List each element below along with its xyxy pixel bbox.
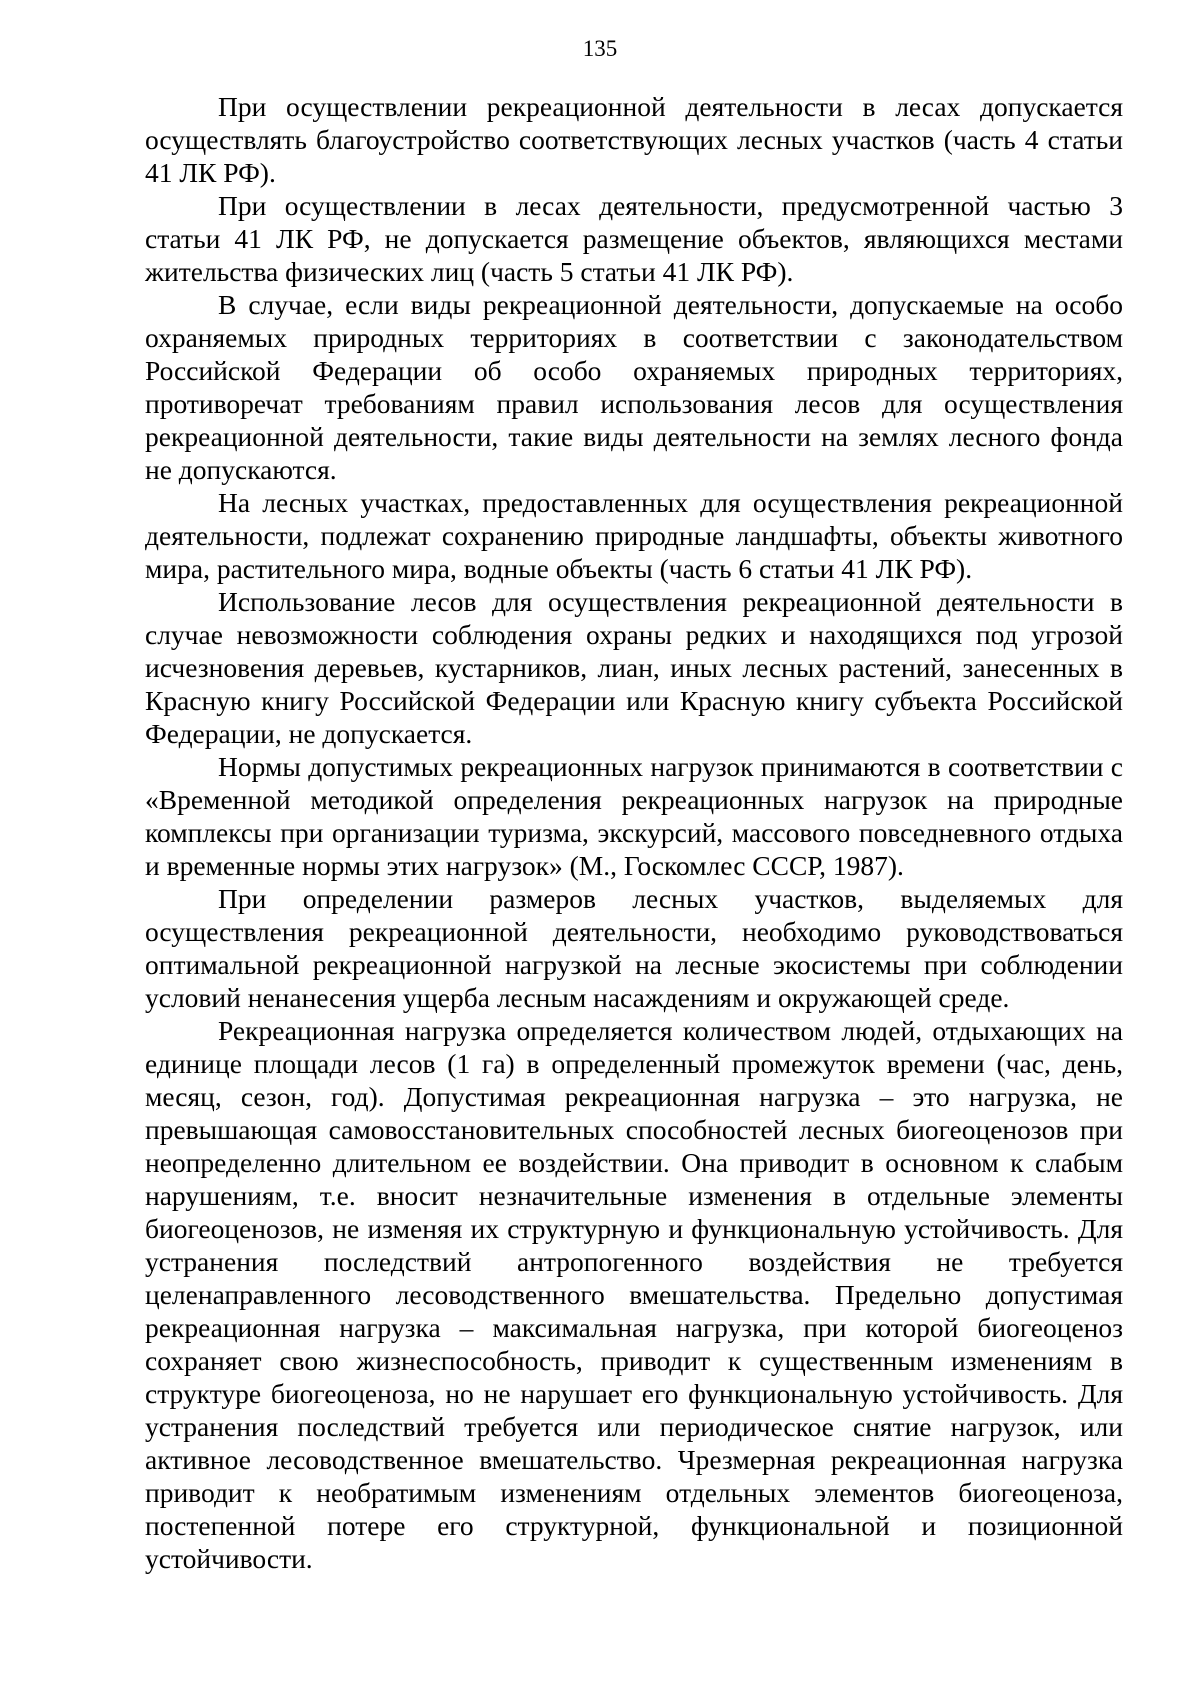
page-number: 135 (582, 36, 618, 61)
paragraph-protected-territories: В случае, если виды рекреационной деятельности, допускаемые на особо охраняемых природных территориях в соответствии с законодательством Российской Федерации об особо охраняемых природных территориях, противоречат требованиям правил использования лесов для осуществления рекреационной деятельности, такие виды деятельности на землях лесного фонда не допускаются. (145, 289, 1123, 485)
paragraph-load-norms: Нормы допустимых рекреационных нагрузок принимаются в соответствии с «Временной методикой определения рекреационных нагрузок на природные комплексы при организации туризма, экскурсий, массового повседневного отдыха и временные нормы этих нагрузок» (М., Госкомлес СССР, 1987). (145, 751, 1123, 881)
paragraph-recreational-load: Рекреационная нагрузка определяется количеством людей, отдыхающих на единице площади лесов (1 га) в определенный промежуток времени (час, день, месяц, сезон, год). Допустимая рекреационная нагрузка – это нагрузка, не превышающая самовосстановительных способностей лесных биогеоценозов при неопределенно длительном ее воздействии. Она приводит в основном к слабым нарушениям, т.е. вносит незначительные изменения в отдельные элементы биогеоценозов, не изменяя их структурную и функциональную устойчивость. Для устранения последствий антропогенного воздействия не требуется целенаправленного лесоводственного вмешательства. Предельно допустимая рекреационная нагрузка – максимальная нагрузка, при которой биогеоценоз сохраняет свою жизнеспособность, приводит к существенным изменениям в структуре биогеоценоза, но не нарушает его функциональную устойчивость. Для устранения последствий требуется или периодическое снятие нагрузок, или активное лесоводственное вмешательство. Чрезмерная рекреационная нагрузка приводит к необратимым изменениям отдельных элементов биогеоценоза, постепенной потере его структурной, функциональной и позиционной устойчивости. (145, 1015, 1123, 1574)
paragraph-landscape-preservation: На лесных участках, предоставленных для осуществления рекреационной деятельности, подлежат сохранению природные ландшафты, объекты животного мира, растительного мира, водные объекты (часть 6 статьи 41 ЛК РФ). (145, 487, 1123, 584)
paragraph-red-book: Использование лесов для осуществления рекреационной деятельности в случае невозможности соблюдения охраны редких и находящихся под угрозой исчезновения деревьев, кустарников, лиан, иных лесных растений, занесенных в Красную книгу Российской Федерации или Красную книгу субъекта Российской Федерации, не допускается. (145, 586, 1123, 749)
paragraph-residence-restriction: При осуществлении в лесах деятельности, предусмотренной частью 3 статьи 41 ЛК РФ, не допускается размещение объектов, являющихся местами жительства физических лиц (часть 5 статьи 41 ЛК РФ). (145, 190, 1123, 287)
body-text (145, 90, 1123, 1575)
paragraph-plot-sizes: При определении размеров лесных участков, выделяемых для осуществления рекреационной деятельности, необходимо руководствоваться оптимальной рекреационной нагрузкой на лесные экосистемы при соблюдении условий ненанесения ущерба лесным насаждениям и окружающей среде. (145, 883, 1123, 1013)
paragraph-landscaping: При осуществлении рекреационной деятельности в лесах допускается осуществлять благоустройство соответствующих лесных участков (часть 4 статьи 41 ЛК РФ). (145, 91, 1123, 188)
